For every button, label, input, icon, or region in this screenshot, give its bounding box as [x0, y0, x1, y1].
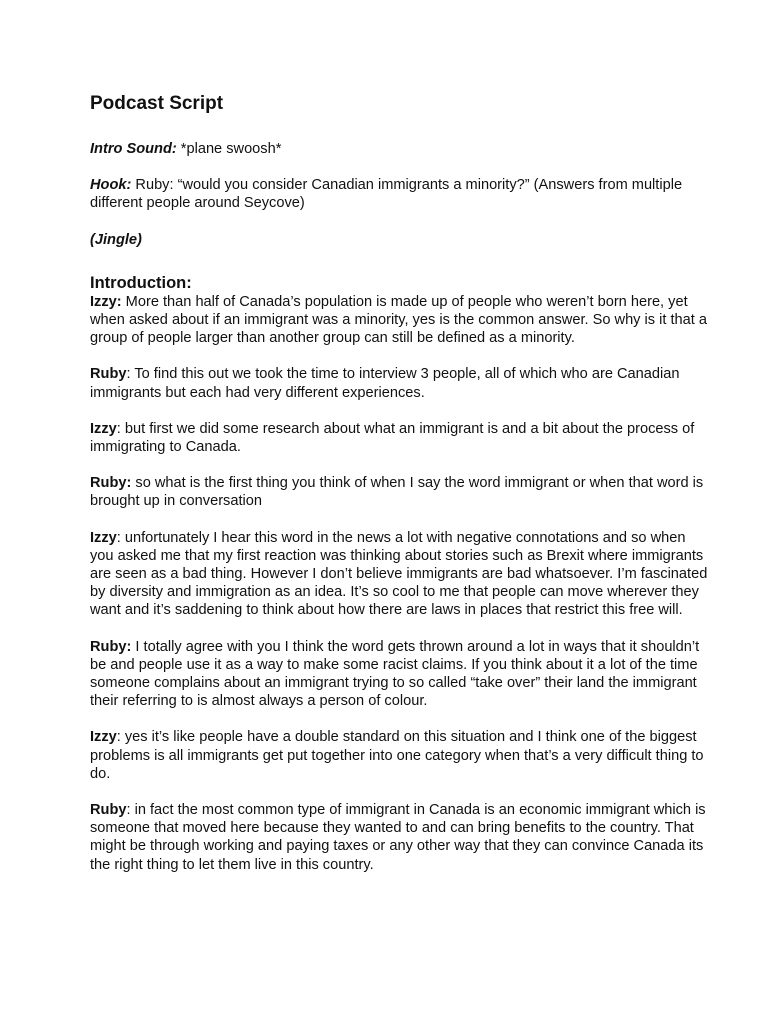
hook-line	[90, 176, 708, 212]
dialogue-paragraph	[90, 801, 708, 874]
dialogue-paragraph	[90, 474, 708, 510]
dialogue-text: : in fact the most common type of immigrant in Canada is an economic immigrant which is someone that moved here because they wanted to and can bring benefits to the country. That might be through working and paying taxes or any other way that they can convince Canada its the right thing to let them live in this country.	[90, 802, 706, 873]
hook-label: Hook:	[90, 177, 132, 194]
jingle-cue: (Jingle)	[90, 231, 142, 248]
page-title: Podcast Script	[90, 93, 224, 114]
dialogue-text: so what is the first thing you think of when I say the word immigrant or when that word is brought up in conversation	[90, 475, 704, 510]
intro-sound-label: Intro Sound:	[90, 141, 177, 157]
speaker-label: Izzy	[90, 729, 117, 746]
dialogue-paragraph	[90, 365, 708, 401]
dialogue-paragraph	[90, 529, 708, 620]
speaker-label: Ruby:	[90, 638, 132, 655]
dialogue-text: I totally agree with you I think the word gets thrown around a lot in ways that it shouldn’t be and people use it as a way to make some racist claims. If you think about it a lot of the time someone complains about an immigrant trying to so called “take over” their land the immigrant their referring to is almost always a person of colour.	[90, 638, 700, 710]
speaker-label: Ruby:	[90, 475, 132, 492]
introduction-heading: Introduction:	[90, 273, 192, 292]
speaker-label: Izzy	[90, 529, 117, 546]
dialogue-paragraph	[90, 638, 708, 711]
dialogue-paragraph	[90, 293, 708, 348]
speaker-label: Izzy	[90, 420, 117, 437]
dialogue-text: : To find this out we took the time to interview 3 people, all of which who are Canadian immigrants but each had very different experiences.	[90, 366, 680, 401]
intro-sound-text: *plane swoosh*	[176, 141, 282, 157]
dialogue-text: More than half of Canada’s population is made up of people who weren’t born here, yet when asked about if an immigrant was a minority, yes is the common answer. So why is it that a group of people larger than another group can still be defined as a minority.	[90, 293, 707, 347]
dialogue-paragraph	[90, 728, 708, 783]
dialogue-text: : unfortunately I hear this word in the news a lot with negative connotations and so when you asked me that my first reaction was thinking about stories such as Brexit where immigrants are seen as a bad thing. However I don’t believe immigrants are bad whatsoever. I’m fascinated by diversity and immigration as an idea. It’s so cool to me that people can move wherever they want and it’s saddening to think about how there are laws in places that restrict this free will.	[90, 529, 708, 619]
dialogue-paragraph	[90, 420, 708, 456]
speaker-label: Ruby	[90, 802, 127, 819]
speaker-label: Izzy:	[90, 293, 122, 310]
hook-text: Ruby: “would you consider Canadian immigrants a minority?” (Answers from multiple different people around Seycove)	[90, 177, 683, 212]
dialogue-text: : yes it’s like people have a double standard on this situation and I think one of the biggest problems is all immigrants get put together into one category when that’s a very difficult thing to do.	[90, 729, 704, 782]
intro-sound-line	[90, 140, 708, 158]
dialogue-text: : but first we did some research about what an immigrant is and a bit about the process of immigrating to Canada.	[90, 420, 695, 456]
speaker-label: Ruby	[90, 366, 127, 383]
